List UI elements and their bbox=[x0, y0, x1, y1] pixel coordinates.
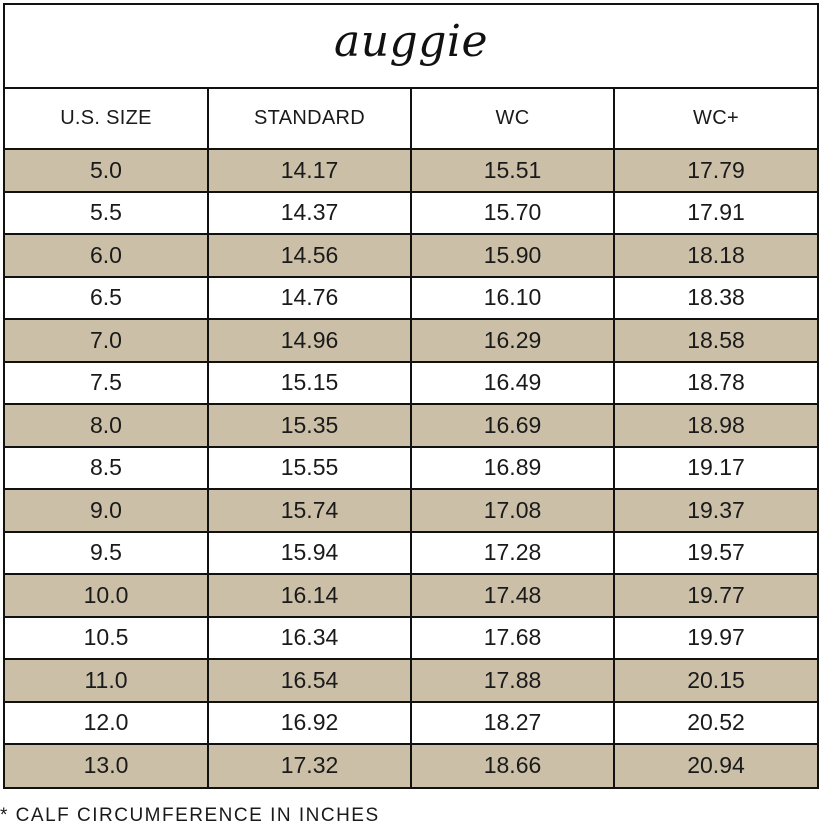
column-header: WC bbox=[411, 89, 614, 149]
table-row bbox=[5, 532, 817, 575]
measurement-cell: 17.32 bbox=[208, 744, 411, 787]
table-row bbox=[5, 362, 817, 405]
measurement-cell: 15.15 bbox=[208, 362, 411, 405]
size-cell: 8.5 bbox=[5, 447, 208, 490]
size-cell: 9.5 bbox=[5, 532, 208, 575]
size-cell: 13.0 bbox=[5, 744, 208, 787]
measurement-cell: 16.54 bbox=[208, 659, 411, 702]
measurement-cell: 14.56 bbox=[208, 234, 411, 277]
size-cell: 12.0 bbox=[5, 702, 208, 745]
table-row bbox=[5, 659, 817, 702]
measurement-cell: 15.35 bbox=[208, 404, 411, 447]
measurement-cell: 18.18 bbox=[614, 234, 817, 277]
size-table bbox=[5, 89, 817, 787]
size-cell: 8.0 bbox=[5, 404, 208, 447]
measurement-cell: 18.66 bbox=[411, 744, 614, 787]
table-row bbox=[5, 702, 817, 745]
measurement-cell: 17.08 bbox=[411, 489, 614, 532]
measurement-cell: 17.48 bbox=[411, 574, 614, 617]
measurement-cell: 15.94 bbox=[208, 532, 411, 575]
measurement-cell: 15.55 bbox=[208, 447, 411, 490]
measurement-cell: 20.52 bbox=[614, 702, 817, 745]
table-row bbox=[5, 149, 817, 192]
measurement-cell: 14.37 bbox=[208, 192, 411, 235]
size-cell: 6.5 bbox=[5, 277, 208, 320]
measurement-cell: 19.77 bbox=[614, 574, 817, 617]
table-row bbox=[5, 744, 817, 787]
measurement-cell: 18.58 bbox=[614, 319, 817, 362]
table-row bbox=[5, 192, 817, 235]
measurement-cell: 15.70 bbox=[411, 192, 614, 235]
measurement-cell: 17.28 bbox=[411, 532, 614, 575]
measurement-cell: 20.15 bbox=[614, 659, 817, 702]
column-header: WC+ bbox=[614, 89, 817, 149]
table-row bbox=[5, 574, 817, 617]
measurement-cell: 16.92 bbox=[208, 702, 411, 745]
measurement-cell: 16.14 bbox=[208, 574, 411, 617]
measurement-cell: 18.27 bbox=[411, 702, 614, 745]
footnote: * CALF CIRCUMFERENCE IN INCHES bbox=[0, 805, 380, 826]
measurement-cell: 19.17 bbox=[614, 447, 817, 490]
table-row bbox=[5, 277, 817, 320]
measurement-cell: 14.76 bbox=[208, 277, 411, 320]
column-header: STANDARD bbox=[208, 89, 411, 149]
measurement-cell: 15.74 bbox=[208, 489, 411, 532]
table-row bbox=[5, 404, 817, 447]
size-cell: 11.0 bbox=[5, 659, 208, 702]
size-cell: 10.0 bbox=[5, 574, 208, 617]
table-row bbox=[5, 234, 817, 277]
size-cell: 10.5 bbox=[5, 617, 208, 660]
measurement-cell: 18.98 bbox=[614, 404, 817, 447]
size-cell: 7.0 bbox=[5, 319, 208, 362]
table-row bbox=[5, 617, 817, 660]
table-row bbox=[5, 489, 817, 532]
size-cell: 7.5 bbox=[5, 362, 208, 405]
measurement-cell: 14.96 bbox=[208, 319, 411, 362]
measurement-cell: 18.78 bbox=[614, 362, 817, 405]
column-header: U.S. SIZE bbox=[5, 89, 208, 149]
measurement-cell: 16.29 bbox=[411, 319, 614, 362]
size-cell: 6.0 bbox=[5, 234, 208, 277]
measurement-cell: 16.10 bbox=[411, 277, 614, 320]
measurement-cell: 20.94 bbox=[614, 744, 817, 787]
measurement-cell: 17.91 bbox=[614, 192, 817, 235]
measurement-cell: 16.69 bbox=[411, 404, 614, 447]
table-body bbox=[5, 149, 817, 787]
measurement-cell: 16.34 bbox=[208, 617, 411, 660]
size-cell: 9.0 bbox=[5, 489, 208, 532]
size-cell: 5.0 bbox=[5, 149, 208, 192]
measurement-cell: 16.89 bbox=[411, 447, 614, 490]
measurement-cell: 16.49 bbox=[411, 362, 614, 405]
measurement-cell: 19.57 bbox=[614, 532, 817, 575]
measurement-cell: 19.97 bbox=[614, 617, 817, 660]
measurement-cell: 14.17 bbox=[208, 149, 411, 192]
measurement-cell: 19.37 bbox=[614, 489, 817, 532]
title-row bbox=[5, 5, 817, 89]
measurement-cell: 17.88 bbox=[411, 659, 614, 702]
size-chart bbox=[3, 3, 819, 789]
table-row bbox=[5, 447, 817, 490]
measurement-cell: 18.38 bbox=[614, 277, 817, 320]
size-cell: 5.5 bbox=[5, 192, 208, 235]
measurement-cell: 17.68 bbox=[411, 617, 614, 660]
brand-title: auggie bbox=[333, 16, 488, 67]
measurement-cell: 15.51 bbox=[411, 149, 614, 192]
measurement-cell: 15.90 bbox=[411, 234, 614, 277]
header-row bbox=[5, 89, 817, 149]
measurement-cell: 17.79 bbox=[614, 149, 817, 192]
table-row bbox=[5, 319, 817, 362]
